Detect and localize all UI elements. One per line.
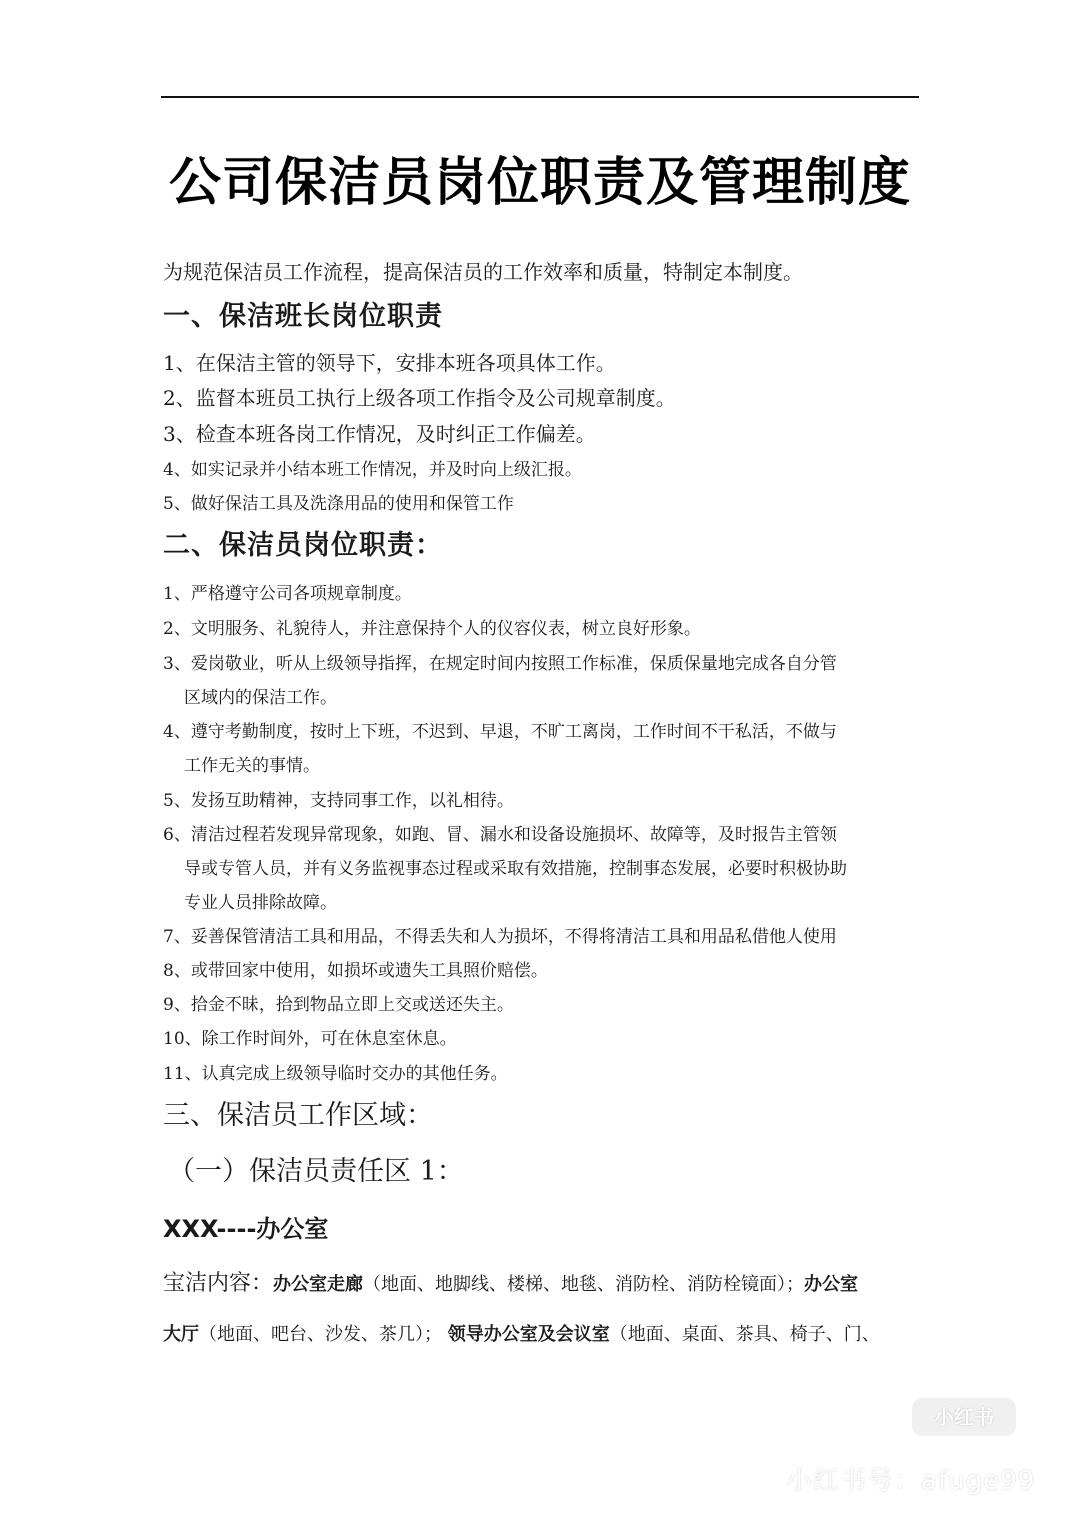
intro-paragraph: 为规范保洁员工作流程，提高保洁员的工作效率和质量，特制定本制度。 [163, 260, 803, 284]
header-rule [161, 96, 919, 98]
watermark-logo: 小红书 [912, 1398, 1016, 1436]
watermark-id: 小红书号：afuge99 [786, 1466, 1036, 1496]
cleaning-detail: （地面、吧台、沙发、茶几）； [199, 1324, 442, 1345]
cleaning-line-2 [163, 1320, 923, 1346]
cleaning-line-1 [163, 1266, 923, 1297]
section2-line: 9、拾金不昧，拾到物品立即上交或送还失主。 [163, 995, 514, 1015]
section2-line: 1、严格遵守公司各项规章制度。 [163, 584, 412, 604]
section2-line: 4、遵守考勤制度，按时上下班，不迟到、早退，不旷工离岗，工作时间不干私活，不做与 [163, 722, 837, 742]
section1-item: 3、检查本班各岗工作情况，及时纠正工作偏差。 [163, 422, 596, 446]
cleaning-area: 大厅 [163, 1324, 199, 1345]
section2-line: 导或专管人员，并有义务监视事态过程或采取有效措施，控制事态发展，必要时积极协助 [184, 859, 847, 879]
cleaning-area: 办公室走廊 [273, 1274, 364, 1295]
cleaning-label: 宝洁内容： [163, 1271, 274, 1296]
section3-heading: 三、保洁员工作区域： [163, 1100, 433, 1131]
section2-line: 区域内的保洁工作。 [184, 688, 337, 708]
cleaning-detail: （地面、桌面、茶具、椅子、门、 [609, 1324, 880, 1345]
section2-line: 3、爱岗敬业，听从上级领导指挥，在规定时间内按照工作标准，保质保量地完成各自分管 [163, 654, 837, 674]
section2-line: 7、妥善保管清洁工具和用品，不得丢失和人为损坏，不得将清洁工具和用品私借他人使用 [163, 927, 837, 947]
section2-line: 工作无关的事情。 [184, 756, 320, 776]
section2-line: 2、文明服务、礼貌待人，并注意保持个人的仪容仪表，树立良好形象。 [163, 619, 701, 639]
cleaning-detail: （地面、地脚线、楼梯、地毯、消防栓、消防栓镜面）； [363, 1274, 805, 1295]
cleaning-area: 办公室 [804, 1274, 859, 1295]
document-title: 公司保洁员岗位职责及管理制度 [168, 153, 911, 213]
section3-subheading: （一）保洁员责任区 1： [168, 1156, 464, 1187]
section2-line: 专业人员排除故障。 [184, 893, 337, 913]
section2-line: 8、或带回家中使用，如损坏或遗失工具照价赔偿。 [163, 961, 548, 981]
section2-heading: 二、保洁员岗位职责： [163, 530, 443, 561]
section1-item: 5、做好保洁工具及洗涤用品的使用和保管工作 [163, 494, 514, 514]
section2-line: 5、发扬互助精神，支持同事工作，以礼相待。 [163, 791, 514, 811]
section1-heading: 一、保洁班长岗位职责 [163, 301, 443, 332]
section2-line: 10、除工作时间外，可在休息室休息。 [163, 1029, 457, 1049]
area-title: XXX----办公室 [163, 1215, 329, 1243]
section1-item: 4、如实记录并小结本班工作情况，并及时向上级汇报。 [163, 460, 582, 480]
cleaning-area: 领导办公室及会议室 [447, 1324, 610, 1345]
section1-item: 1、在保洁主管的领导下，安排本班各项具体工作。 [163, 351, 616, 375]
section1-item: 2、监督本班员工执行上级各项工作指令及公司规章制度。 [163, 386, 676, 410]
section2-line: 11、认真完成上级领导临时交办的其他任务。 [163, 1064, 508, 1084]
section2-line: 6、清洁过程若发现异常现象，如跑、冒、漏水和设备设施损坏、故障等，及时报告主管领 [163, 825, 837, 845]
